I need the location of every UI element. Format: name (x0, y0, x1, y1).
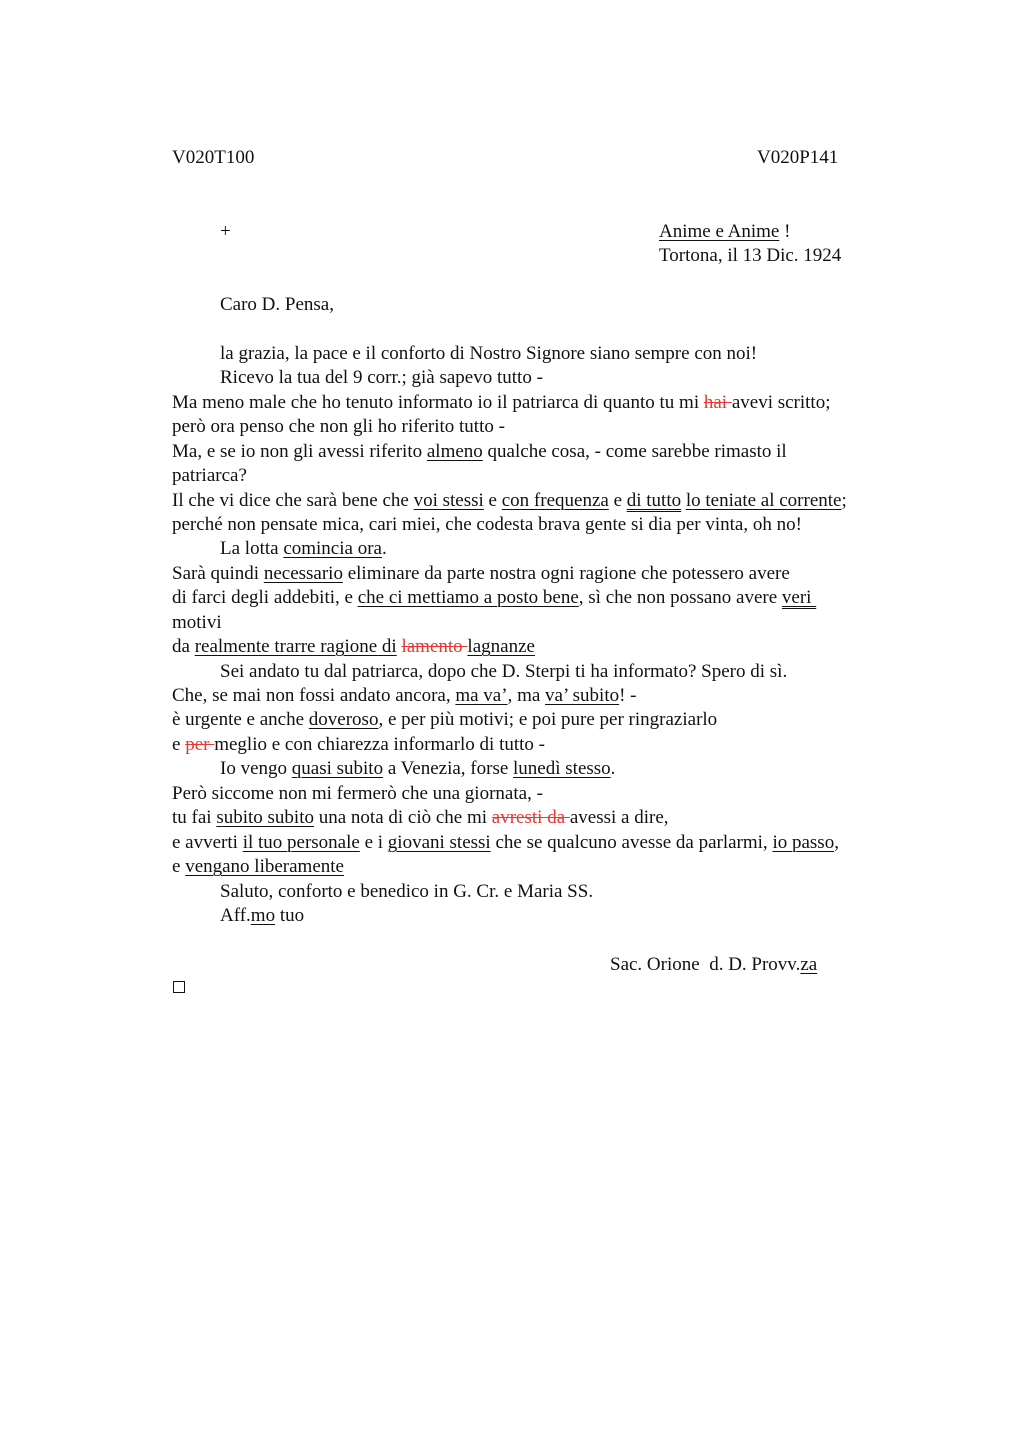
underlined-text: voi stessi (413, 490, 484, 511)
body-line (172, 391, 831, 415)
signature (610, 953, 817, 977)
text: è urgente e anche (172, 709, 309, 730)
text: avessi a dire, (569, 807, 669, 828)
deleted-text: lamento (401, 636, 468, 657)
body-line (172, 586, 816, 610)
underlined-text: vengano liberamente (185, 856, 344, 877)
underlined-text: realmente trarre ragione di (194, 636, 397, 657)
body-line: motivi (172, 612, 222, 633)
text: a Venezia, forse (383, 758, 514, 779)
text: , (834, 832, 839, 853)
underlined-text: giovani stessi (387, 832, 491, 853)
underlined-text: necessario (263, 563, 343, 584)
underlined-text: che ci mettiamo a posto bene (357, 587, 579, 608)
body-line (172, 831, 839, 855)
underlined-text: doveroso (308, 709, 379, 730)
body-line (172, 806, 669, 830)
text: Io vengo (220, 758, 292, 779)
underlined-text: mo (250, 905, 276, 926)
underlined-text: almeno (426, 441, 483, 462)
underlined-text: io passo (772, 832, 835, 853)
text: tuo (275, 905, 305, 926)
underlined-text: quasi subito (291, 758, 384, 779)
deleted-text: avresti da (491, 807, 570, 828)
text: e (172, 734, 186, 755)
text: e (608, 490, 627, 511)
deleted-text: hai (703, 392, 732, 413)
double-underlined-text: veri (781, 587, 817, 608)
text: . (610, 758, 616, 779)
deleted-text: per (185, 734, 215, 755)
text: Sarà quindi (172, 563, 264, 584)
body-line (172, 855, 344, 879)
text: Che, se mai non fossi andato ancora, (172, 685, 456, 706)
text: da (172, 636, 195, 657)
text: Ma, e se io non gli avessi riferito (172, 441, 427, 462)
body-line: però ora penso che non gli ho riferito tutto - (172, 416, 505, 437)
text: tu fai (172, 807, 217, 828)
body-line: Ricevo la tua del 9 corr.; già sapevo tutto - (220, 367, 543, 388)
text: Ma meno male che ho tenuto informato io il patriarca di quanto tu mi (172, 392, 704, 413)
text: e (172, 856, 186, 877)
underlined-text: za (800, 954, 818, 975)
underlined-text: lunedì stesso (513, 758, 611, 779)
text: Aff. (220, 905, 251, 926)
motto (659, 220, 790, 244)
motto-text: Anime e Anime (659, 221, 780, 242)
body-line (172, 684, 637, 708)
double-underlined-text: di tutto (626, 490, 682, 511)
text: eliminare da parte nostra ogni ragione che potessero avere (342, 563, 790, 584)
underlined-text: subito subito (216, 807, 314, 828)
text: ! - (619, 685, 637, 706)
underlined-text: il tuo personale (242, 832, 360, 853)
underlined-text: va’ subito (545, 685, 620, 706)
text: Sac. Orione d. D. Provv. (610, 954, 801, 975)
body-line (172, 733, 545, 757)
place-date: Tortona, il 13 Dic. 1924 (659, 245, 842, 266)
salutation: Caro D. Pensa, (220, 294, 334, 315)
body-line: Però siccome non mi fermerò che una giornata, - (172, 783, 543, 804)
cross-mark: + (220, 221, 231, 242)
body-line (172, 440, 787, 464)
body-line: Saluto, conforto e benedico in G. Cr. e Maria SS. (220, 881, 594, 902)
text: e avverti (172, 832, 243, 853)
body-line (220, 757, 615, 781)
motto-punct: ! (779, 221, 791, 242)
text: Il che vi dice che sarà bene che (172, 490, 414, 511)
body-line: perché non pensate mica, cari miei, che codesta brava gente si dia per vinta, oh no! (172, 514, 802, 535)
text: e i (359, 832, 388, 853)
text: avevi scritto; (731, 392, 831, 413)
text: , e per più motivi; e poi pure per ringraziarlo (378, 709, 718, 730)
doc-code-right: V020P141 (757, 147, 839, 168)
text: e (483, 490, 502, 511)
body-line: Sei andato tu dal patriarca, dopo che D. Sterpi ti ha informato? Spero di sì. (220, 661, 788, 682)
text: che se qualcuno avesse da parlarmi, (490, 832, 773, 853)
text: meglio e con chiarezza informarlo di tutto - (214, 734, 545, 755)
underlined-text: con frequenza (501, 490, 609, 511)
body-line: patriarca? (172, 465, 247, 486)
text: di farci degli addebiti, e (172, 587, 358, 608)
body-line (172, 635, 535, 659)
text: La lotta (220, 538, 284, 559)
body-line (172, 489, 847, 513)
text: qualche cosa, - come sarebbe rimasto il (482, 441, 787, 462)
body-line (172, 708, 717, 732)
text: . (381, 538, 387, 559)
underlined-text: lo teniate al corrente (685, 490, 842, 511)
body-line (172, 562, 790, 586)
text: , ma (507, 685, 546, 706)
closing (220, 904, 304, 928)
text: ; (841, 490, 847, 511)
end-square-icon (173, 981, 185, 993)
underlined-text: comincia ora (283, 538, 382, 559)
body-line (220, 537, 387, 561)
body-line: la grazia, la pace e il conforto di Nostro Signore siano sempre con noi! (220, 343, 758, 364)
underlined-text: ma va’ (455, 685, 508, 706)
doc-code-left: V020T100 (172, 147, 255, 168)
underlined-text: lagnanze (467, 636, 535, 657)
text: , sì che non possano avere (578, 587, 782, 608)
text: una nota di ciò che mi (313, 807, 492, 828)
